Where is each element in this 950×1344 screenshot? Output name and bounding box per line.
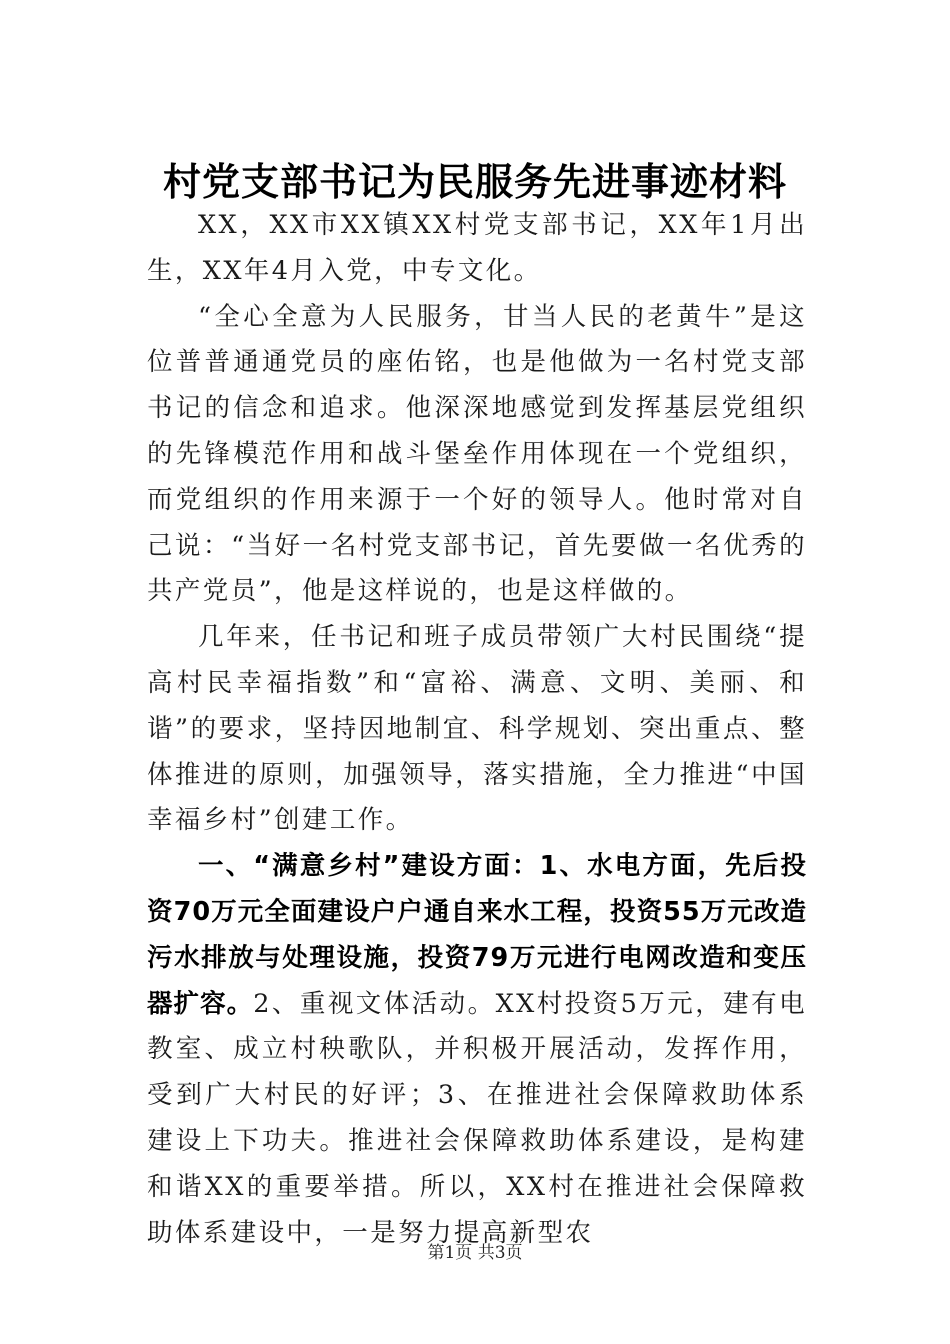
paragraph-motto: “全心全意为人民服务，甘当人民的老黄牛”是这位普普通通党员的座佑铭，也是他做为一名村党支部书记的信念和追求。他深深地感觉到发挥基层党组织的先锋模范作用和战斗堡垒作用体现在一个党组织，而党组织的作用来源于一个好的领导人。他时常对自己说：“当好一名村党支部书记，首先要做一名优秀的共产党员”，他是这样说的，也是这样做的。 — [147, 301, 807, 607]
document-title: 村党支部书记为民服务先进事迹材料 — [162, 159, 787, 205]
paragraph-intro: XX，XX市XX镇XX村党支部书记，XX年1月出生，XX年4月入党，中专文化。 — [147, 210, 807, 286]
paragraph-overview: 几年来，任书记和班子成员带领广大村民围绕“提高村民幸福指数”和“富裕、满意、文明、美丽、和谐”的要求，坚持因地制宜、科学规划、突出重点、整体推进的原则，加强领导，落实措施，全力推进“中国幸福乡村”创建工作。 — [147, 622, 807, 836]
paragraph-section-one — [147, 844, 807, 1256]
section-one-normal-text: 2、重视文体活动。XX村投资5万元，建有电教室、成立村秧歌队，并积极开展活动，发挥作用，受到广大村民的好评；3、在推进社会保障救助体系建设上下功夫。推进社会保障救助体系建设，是构建和谐XX的重要举措。所以，XX村在推进社会保障救助体系建设中，一是努力提高新型农 — [147, 988, 807, 1248]
page-footer: 第1页 共3页 — [427, 1243, 523, 1263]
document-body — [147, 203, 807, 1256]
section-one-bold-text: 一、“满意乡村”建设方面：1、水电方面，先后投资70万元全面建设户户通自来水工程，投资55万元改造污水排放与处理设施，投资79万元进行电网改造和变压器扩容。 — [147, 851, 807, 1019]
